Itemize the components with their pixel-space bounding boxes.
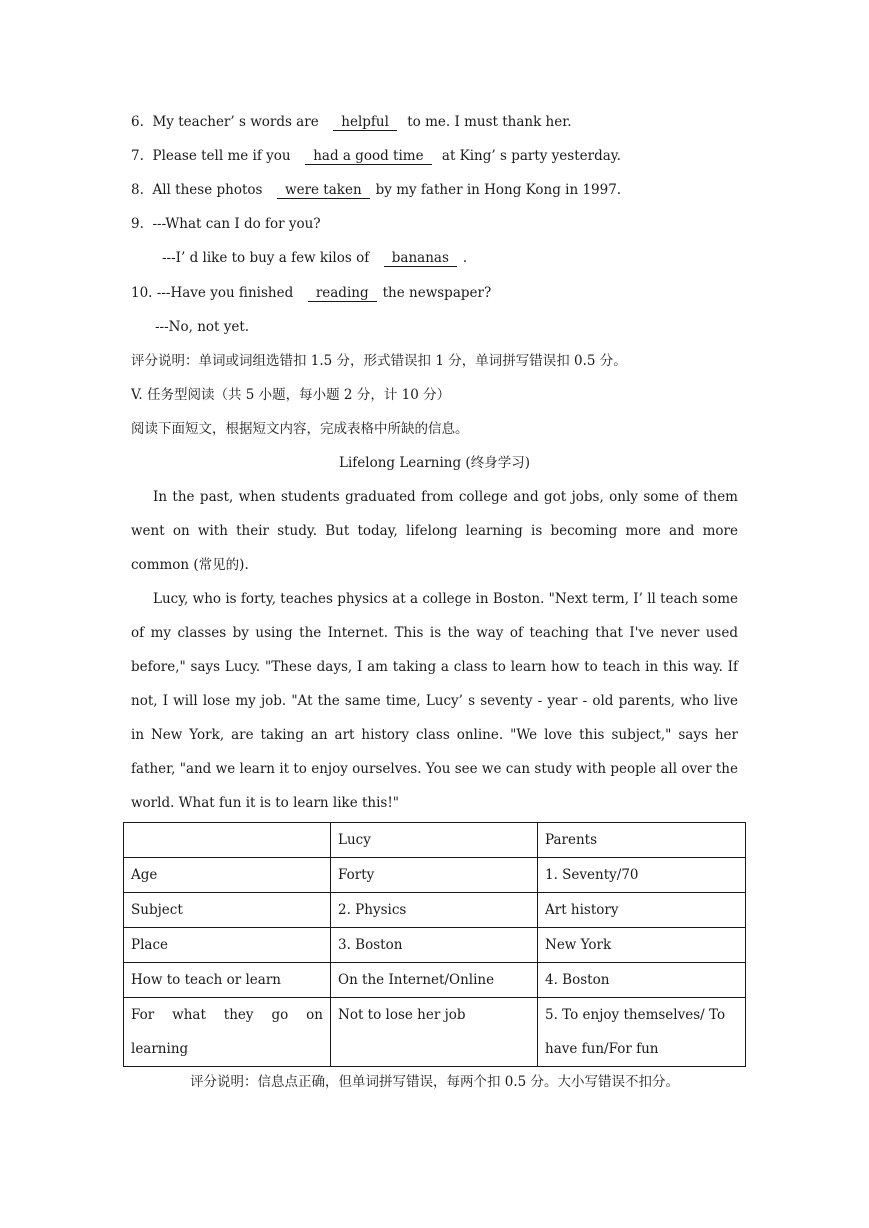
table-cell: 3. Boston	[331, 928, 538, 963]
table-cell: New York	[538, 928, 746, 963]
item-question: ---What can I do for you?	[152, 216, 321, 232]
item-number: 10.	[131, 285, 153, 301]
item-8	[131, 180, 621, 200]
item-number: 9.	[131, 216, 144, 232]
item-10-reply: ---No, not yet.	[155, 319, 250, 335]
item-9	[131, 214, 321, 234]
table-cell: 2. Physics	[331, 893, 538, 928]
item-number: 8.	[131, 182, 144, 198]
table-row	[124, 998, 746, 1067]
item-text: ---Have you finished	[156, 285, 294, 301]
instruction: 阅读下面短文，根据短文内容，完成表格中所缺的信息。	[131, 421, 469, 437]
item-text: All these photos	[152, 182, 263, 198]
passage-title: Lifelong Learning (终身学习)	[339, 455, 530, 471]
table-cell: Forty	[331, 858, 538, 893]
item-7	[131, 146, 621, 166]
table-cell: Lucy	[331, 823, 538, 858]
item-text: .	[462, 250, 468, 266]
table-cell: 4. Boston	[538, 963, 746, 998]
table-row	[124, 858, 746, 893]
table-cell: Place	[124, 928, 331, 963]
item-text: the newspaper?	[382, 285, 492, 301]
table-cell: Art history	[538, 893, 746, 928]
table-row	[124, 823, 746, 858]
table-cell: For what they go on learning	[124, 998, 331, 1067]
table-row	[124, 893, 746, 928]
item-10	[131, 283, 491, 303]
paragraph-1: In the past, when students graduated from college and got jobs, only some of them went on with their study. But today, lifelong learning is becoming more and more common (常见的).	[131, 489, 738, 573]
table-row	[124, 928, 746, 963]
table-cell: Not to lose her job	[331, 998, 538, 1067]
item-text: at King’ s party yesterday.	[441, 148, 621, 164]
table-cell: How to teach or learn	[124, 963, 331, 998]
answer-blank: had a good time	[305, 148, 431, 165]
item-number: 7.	[131, 148, 144, 164]
item-text: ---I’ d like to buy a few kilos of	[162, 250, 370, 266]
table-cell: On the Internet/Online	[331, 963, 538, 998]
answer-blank: helpful	[333, 114, 397, 131]
table-cell: Subject	[124, 893, 331, 928]
info-table	[123, 822, 746, 1067]
table-cell: 1. Seventy/70	[538, 858, 746, 893]
table-row	[124, 963, 746, 998]
item-number: 6.	[131, 114, 144, 130]
answer-blank: bananas	[384, 250, 457, 267]
item-9-response	[162, 248, 467, 268]
scoring-note: 评分说明：单词或词组选错扣 1.5 分，形式错误扣 1 分，单词拼写错误扣 0.5 分。	[131, 353, 627, 369]
answer-blank: reading	[308, 285, 377, 302]
table-cell	[124, 823, 331, 858]
paragraph-2: Lucy, who is forty, teaches physics at a college in Boston. "Next term, I’ ll teach some of my classes by using the Internet. This is the way of teaching that I've never used before," says Lucy. "These days, I am taking a class to learn how to teach in this way. If not, I will lose my job. "At the same time, Lucy’ s seventy - year - old parents, who live in New York, are taking an art history class online. "We love this subject," says her father, "and we learn it to enjoy ourselves. You see we can study with people all over the world. What fun it is to learn like this!"	[131, 591, 738, 811]
item-text: My teacher’ s words are	[152, 114, 319, 130]
scoring-note-2: 评分说明：信息点正确，但单词拼写错误，每两个扣 0.5 分。大小写错误不扣分。	[189, 1074, 680, 1090]
section-title: V. 任务型阅读（共 5 小题，每小题 2 分，计 10 分）	[131, 387, 451, 403]
table-cell: 5. To enjoy themselves/ To have fun/For fun	[538, 998, 746, 1067]
item-text: to me. I must thank her.	[407, 114, 572, 130]
passage	[131, 480, 738, 820]
table-cell: Parents	[538, 823, 746, 858]
item-text: by my father in Hong Kong in 1997.	[375, 182, 622, 198]
table-cell: Age	[124, 858, 331, 893]
answer-blank: were taken	[277, 182, 370, 199]
item-6	[131, 112, 572, 132]
item-text: Please tell me if you	[152, 148, 291, 164]
